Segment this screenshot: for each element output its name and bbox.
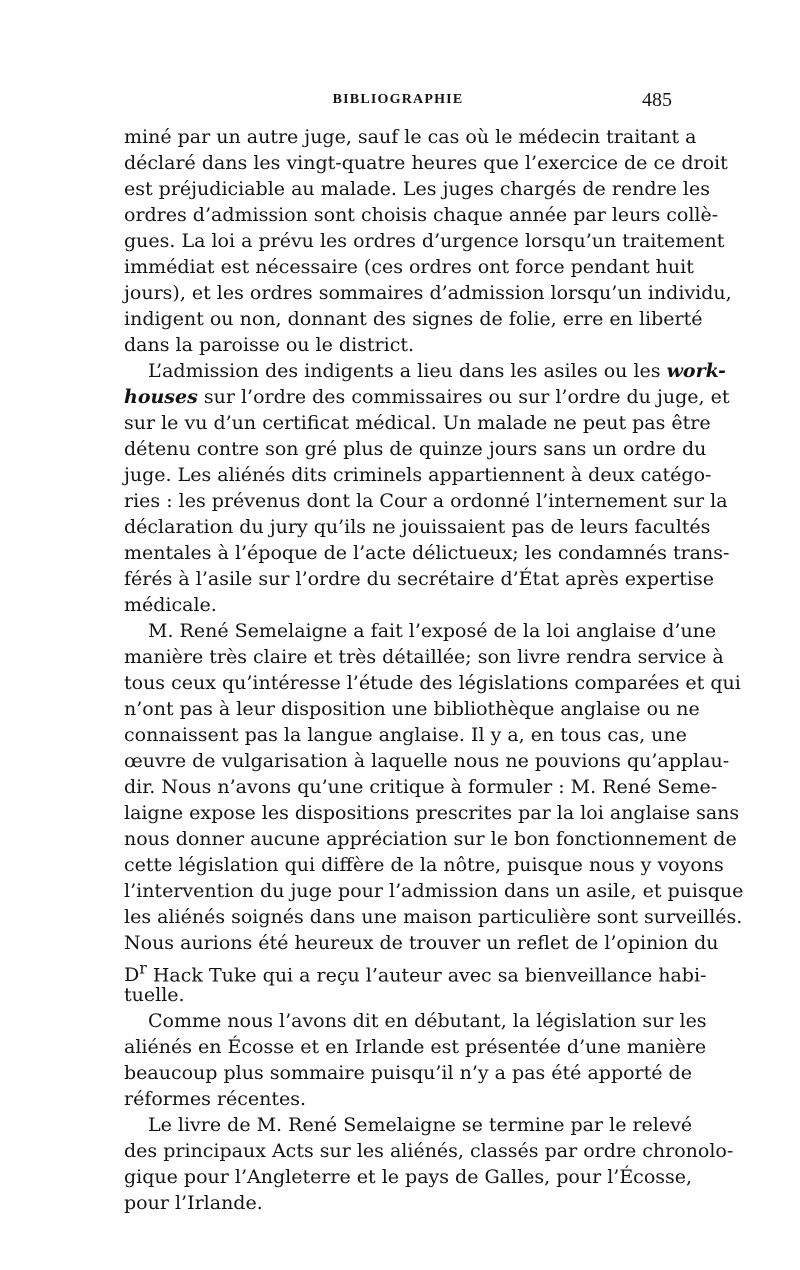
body-text	[124, 124, 744, 1216]
text-line: dir. Nous n’avons qu’une critique à formuler : M. René Seme-	[124, 776, 718, 798]
text-line: mentales à l’époque de l’acte délictueux; les condamnés trans-	[124, 542, 730, 564]
text-line: Nous aurions été heureux de trouver un reflet de l’opinion du	[124, 932, 719, 954]
text-line: jours), et les ordres sommaires d’admission lorsqu’un individu,	[124, 282, 732, 304]
text-line: M. René Semelaigne a fait l’exposé de la loi anglaise d’une	[148, 620, 717, 642]
text-line: Comme nous l’avons dit en débutant, la législation sur les	[148, 1010, 707, 1032]
text-line: nous donner aucune appréciation sur le bon fonctionnement de	[124, 828, 737, 850]
text-line: immédiat est nécessaire (ces ordres ont force pendant huit	[124, 256, 694, 278]
text-line: dans la paroisse ou le district.	[124, 334, 415, 356]
text-line	[124, 956, 707, 987]
italic-term: work-	[666, 360, 726, 382]
text-line: ries : les prévenus dont la Cour a ordonné l’internement sur la	[124, 490, 728, 512]
text-line: tuelle.	[124, 984, 185, 1006]
text-line	[124, 358, 726, 384]
text-line: Le livre de M. René Semelaigne se termine par le relevé	[148, 1114, 693, 1136]
text-line: des principaux Acts sur les aliénés, classés par ordre chronolo-	[124, 1140, 734, 1162]
text-line: laigne expose les dispositions prescrites par la loi anglaise sans	[124, 802, 740, 824]
text-line: cette législation qui diffère de la nôtre, puisque nous y voyons	[124, 854, 724, 876]
text-line: beaucoup plus sommaire puisqu’il n’y a pas été apporté de	[124, 1062, 692, 1084]
running-title: BIBLIOGRAPHIE	[332, 92, 464, 107]
running-header	[124, 89, 672, 116]
text-line: n’ont pas à leur disposition une bibliothèque anglaise ou ne	[124, 698, 700, 720]
page-number: 485	[642, 89, 672, 111]
text-line: ordres d’admission sont choisis chaque année par leurs collè-	[124, 204, 719, 226]
title-letter: D	[124, 964, 140, 987]
text-line: détenu contre son gré plus de quinze jours sans un ordre du	[124, 438, 707, 460]
text-line: miné par un autre juge, sauf le cas où le médecin traitant a	[124, 126, 697, 148]
text-line: pour l’Irlande.	[124, 1192, 263, 1214]
text-line: l’intervention du juge pour l’admission dans un asile, et puisque	[124, 880, 744, 902]
text-fragment: sur l’ordre des commissaires ou sur l’ordre du juge, et	[203, 386, 730, 408]
title-superscript: r	[139, 959, 147, 978]
text-line: déclaré dans les vingt-quatre heures que l’exercice de ce droit	[124, 152, 728, 174]
text-line: réformes récentes.	[124, 1088, 307, 1110]
text-line: juge. Les aliénés dits criminels appartiennent à deux catégo-	[124, 464, 712, 486]
text-line: gues. La loi a prévu les ordres d’urgence lorsqu’un traitement	[124, 230, 725, 252]
text-line: férés à l’asile sur l’ordre du secrétaire d’État après expertise	[124, 568, 714, 590]
text-line: sur le vu d’un certificat médical. Un malade ne peut pas être	[124, 412, 711, 434]
text-line: indigent ou non, donnant des signes de folie, erre en liberté	[124, 308, 703, 330]
text-line: les aliénés soignés dans une maison particulière sont surveillés.	[124, 906, 743, 928]
text-fragment: L’admission des indigents a lieu dans les asiles ou les	[148, 360, 661, 382]
text-line: œuvre de vulgarisation à laquelle nous ne pouvions qu’applau-	[124, 750, 730, 772]
text-line	[124, 384, 730, 410]
text-line: connaissent pas la langue anglaise. Il y a, en tous cas, une	[124, 724, 687, 746]
text-line: tous ceux qu’intéresse l’étude des législations comparées et qui	[124, 672, 741, 694]
text-line: gique pour l’Angleterre et le pays de Galles, pour l’Écosse,	[124, 1166, 693, 1188]
text-line: déclaration du jury qu’ils ne jouissaient pas de leurs facultés	[124, 516, 711, 538]
text-line: manière très claire et très détaillée; son livre rendra service à	[124, 646, 724, 668]
text-line: aliénés en Écosse et en Irlande est présentée d’une manière	[124, 1036, 707, 1058]
text-line: est préjudiciable au malade. Les juges chargés de rendre les	[124, 178, 711, 200]
text-fragment: Hack Tuke qui a reçu l’auteur avec sa bienveillance habi-	[152, 964, 707, 987]
text-line: médicale.	[124, 594, 217, 616]
italic-term: houses	[124, 386, 198, 408]
